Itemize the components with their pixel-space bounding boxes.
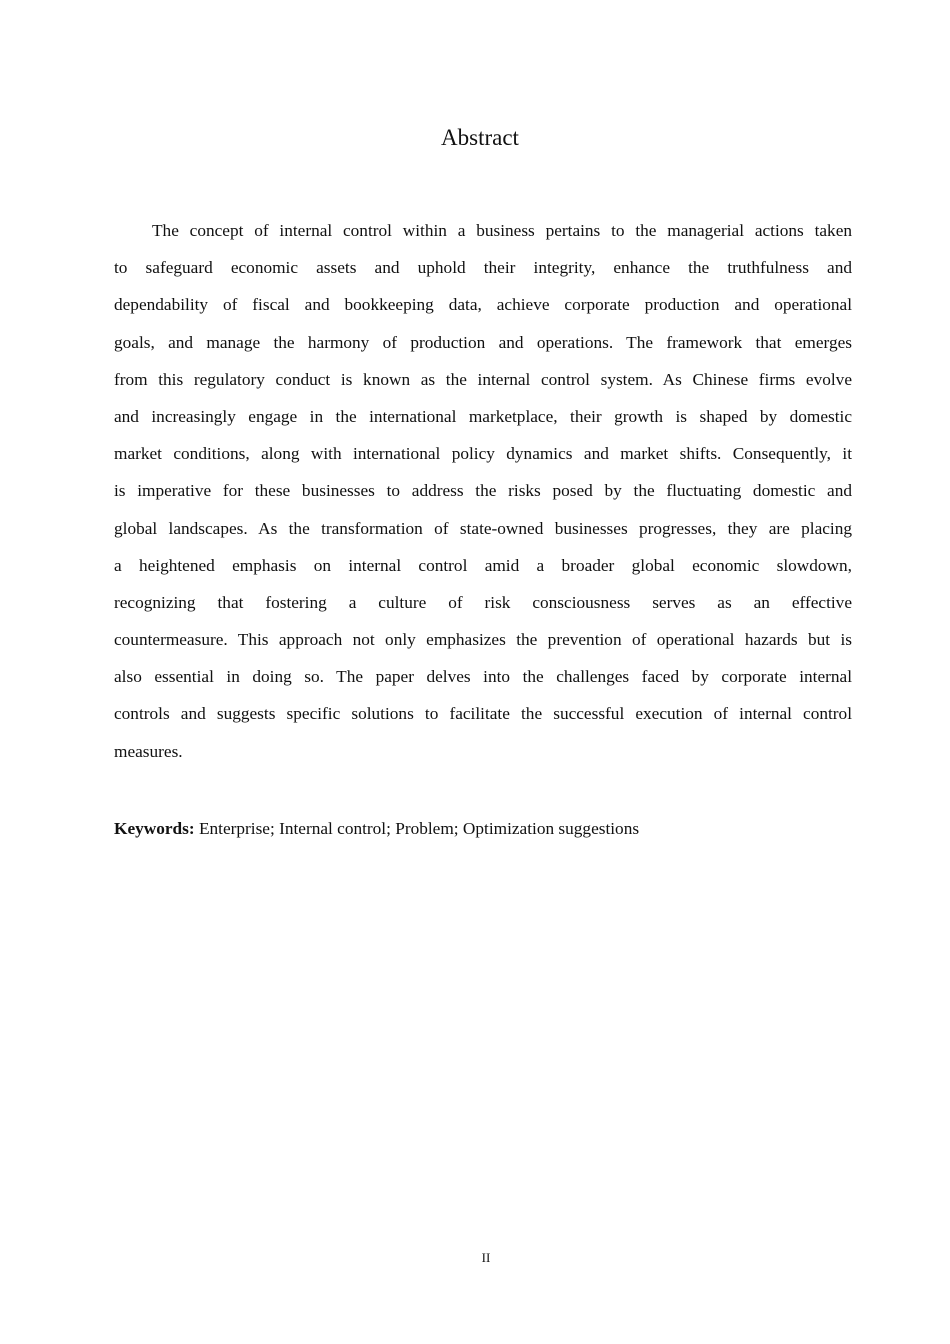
- abstract-line: controls and suggests specific solutions to facilitate the successful execution of internal control: [114, 704, 852, 724]
- abstract-line: from this regulatory conduct is known as the internal control system. As Chinese firms evolve: [114, 369, 852, 389]
- abstract-line: global landscapes. As the transformation of state-owned businesses progresses, they are placing: [114, 518, 852, 538]
- abstract-line: countermeasure. This approach not only emphasizes the prevention of operational hazards but is: [114, 630, 852, 650]
- abstract-line: recognizing that fostering a culture of risk consciousness serves as an effective: [114, 592, 852, 612]
- keywords: [114, 816, 639, 842]
- keywords-text: Enterprise; Internal control; Problem; Optimization suggestions: [194, 819, 640, 838]
- abstract-line: dependability of fiscal and bookkeeping data, achieve corporate production and operational: [114, 295, 852, 315]
- abstract-line: a heightened emphasis on internal control amid a broader global economic slowdown,: [114, 555, 852, 575]
- abstract-line: market conditions, along with international policy dynamics and market shifts. Consequently, it: [114, 444, 852, 464]
- abstract-line: The concept of internal control within a business pertains to the managerial actions taken: [152, 221, 852, 240]
- abstract-line: goals, and manage the harmony of production and operations. The framework that emerges: [114, 332, 852, 352]
- page-number: II: [481, 1250, 491, 1265]
- abstract-line: also essential in doing so. The paper delves into the challenges faced by corporate internal: [114, 667, 852, 687]
- keywords-label: Keywords:: [114, 819, 195, 838]
- page-title: Abstract: [441, 125, 519, 150]
- abstract-line: and increasingly engage in the international marketplace, their growth is shaped by domestic: [114, 406, 852, 426]
- abstract-line: to safeguard economic assets and uphold their integrity, enhance the truthfulness and: [114, 258, 852, 278]
- abstract-body: [114, 216, 852, 774]
- abstract-line: measures.: [114, 741, 183, 761]
- abstract-line: is imperative for these businesses to address the risks posed by the fluctuating domestic and: [114, 481, 852, 501]
